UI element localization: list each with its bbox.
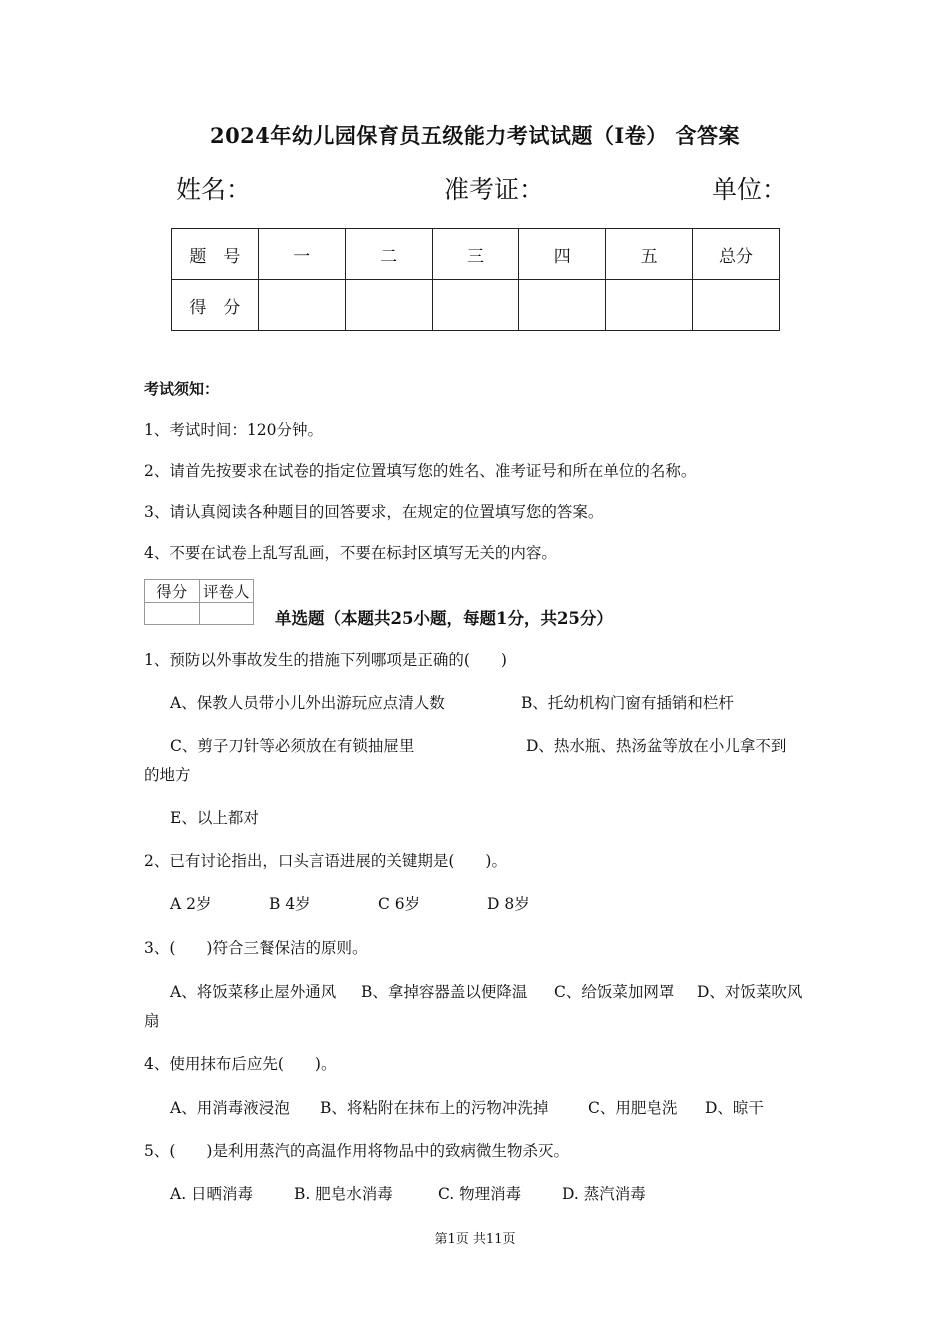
score-header-cell: 五 <box>606 229 693 280</box>
option: B 4岁 <box>269 895 311 913</box>
notice-item: 1、考试时间：120分钟。 <box>144 421 323 439</box>
score-input-cell[interactable] <box>693 280 780 331</box>
option: D、热水瓶、热汤盆等放在小儿拿不到 <box>526 737 787 755</box>
score-header-cell: 三 <box>432 229 519 280</box>
option: C、剪子刀针等必须放在有锁抽屉里 <box>170 737 415 755</box>
notice-item: 3、请认真阅读各种题目的回答要求，在规定的位置填写您的答案。 <box>144 503 604 521</box>
option: C. 物理消毒 <box>438 1185 522 1203</box>
exam-id-field-label: 准考证： <box>444 175 545 204</box>
page-footer: 第1页 共11页 <box>434 1232 516 1247</box>
option: B. 肥皂水消毒 <box>294 1185 393 1203</box>
score-header-cell: 题 号 <box>172 229 259 280</box>
option: D、晾干 <box>705 1099 764 1117</box>
section-title: 单选题（本题共25小题，每题1分，共25分） <box>275 609 613 628</box>
option: B、拿掉容器盖以便降温 <box>361 983 528 1001</box>
score-header-cell: 总分 <box>693 229 780 280</box>
notice-heading: 考试须知： <box>144 380 220 398</box>
question-stem: 5、( )是利用蒸汽的高温作用将物品中的致病微生物杀灭。 <box>144 1142 569 1160</box>
option-continuation: 扇 <box>144 1012 160 1030</box>
score-header-cell: 二 <box>345 229 432 280</box>
option: D、对饭菜吹风 <box>697 983 803 1001</box>
unit-field-label: 单位： <box>712 175 788 204</box>
grader-name-cell[interactable] <box>199 603 254 625</box>
option: B、将粘附在抹布上的污物冲洗掉 <box>320 1099 549 1117</box>
option: C、用肥皂洗 <box>588 1099 678 1117</box>
score-table-score-row <box>172 280 780 331</box>
score-input-cell[interactable] <box>258 280 345 331</box>
option: A 2岁 <box>170 895 212 913</box>
option: D 8岁 <box>487 895 530 913</box>
score-input-cell[interactable] <box>519 280 606 331</box>
grader-score-cell[interactable] <box>145 603 200 625</box>
score-row-label: 得 分 <box>172 280 259 331</box>
question-stem: 1、预防以外事故发生的措施下列哪项是正确的( ) <box>144 651 507 669</box>
option: C 6岁 <box>378 895 421 913</box>
score-input-cell[interactable] <box>432 280 519 331</box>
score-table <box>171 228 780 331</box>
option: C、给饭菜加网罩 <box>554 983 675 1001</box>
score-table-header-row <box>172 229 780 280</box>
notice-item: 2、请首先按要求在试卷的指定位置填写您的姓名、准考证号和所在单位的名称。 <box>144 462 697 480</box>
notice-item: 4、不要在试卷上乱写乱画，不要在标封区填写无关的内容。 <box>144 544 557 562</box>
option-continuation: 的地方 <box>144 766 191 784</box>
question-stem: 3、( )符合三餐保洁的原则。 <box>144 939 368 957</box>
grader-score-label: 得分 <box>145 580 200 603</box>
option: A、将饭菜移止屋外通风 <box>170 983 337 1001</box>
option: E、以上都对 <box>170 809 259 827</box>
question-stem: 4、使用抹布后应先( )。 <box>144 1055 337 1073</box>
page-title: 2024年幼儿园保育员五级能力考试试题（I卷） 含答案 <box>209 123 741 148</box>
name-field-label: 姓名： <box>176 175 252 204</box>
option: A、用消毒液浸泡 <box>170 1099 290 1117</box>
option: D. 蒸汽消毒 <box>562 1185 646 1203</box>
question-stem: 2、已有讨论指出，口头言语进展的关键期是( )。 <box>144 852 507 870</box>
option: A. 日晒消毒 <box>170 1185 254 1203</box>
grader-name-label: 评卷人 <box>199 580 254 603</box>
score-input-cell[interactable] <box>606 280 693 331</box>
score-input-cell[interactable] <box>345 280 432 331</box>
option: B、托幼机构门窗有插销和栏杆 <box>521 694 734 712</box>
score-header-cell: 一 <box>258 229 345 280</box>
score-header-cell: 四 <box>519 229 606 280</box>
grader-box <box>144 579 254 625</box>
option: A、保教人员带小儿外出游玩应点清人数 <box>170 694 445 712</box>
